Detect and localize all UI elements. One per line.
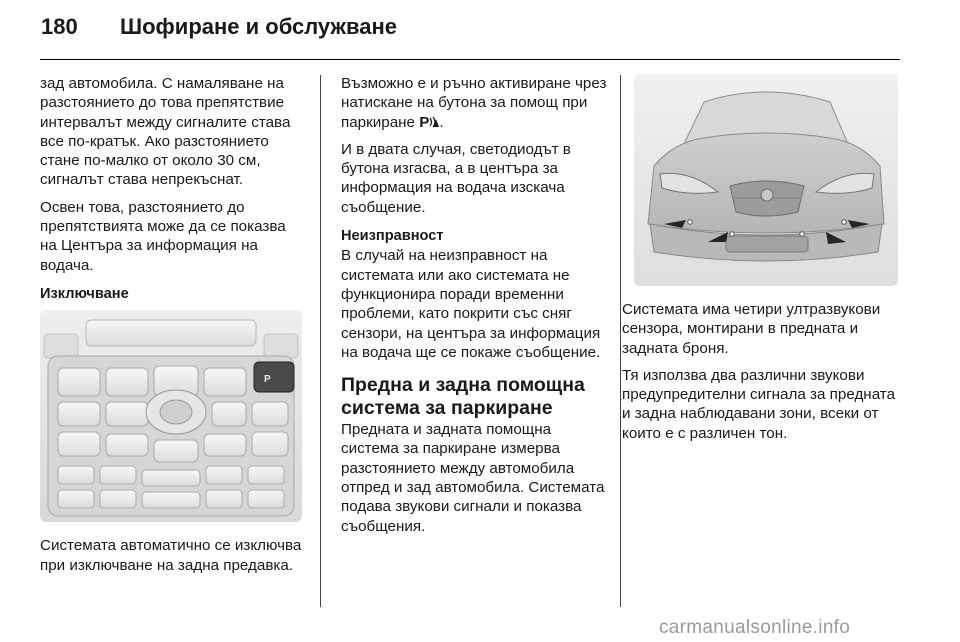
column-divider [620, 75, 621, 607]
paragraph: Предната и задната помощна система за паркиране измерва разстоянието между автомобила отпред и зад автомобила. Системата подава звукови сигнали и показва съобщения. [341, 421, 605, 535]
column-middle [341, 74, 611, 544]
paragraph: Тя използва два различни звукови предупредителни сигнала за предната и задна наблюдавани зони, всеки от които е с различен тон. [622, 366, 896, 442]
paragraph-text: Възможно е и ръчно активиране чрез натискане на бутона за помощ при паркиране [341, 75, 607, 131]
car-front-illustration [634, 74, 898, 286]
sensor-waves-icon [429, 116, 439, 128]
paragraph: В случай на неизправност на системата или ако системата не функционира поради временни проблеми, като покрити със сняг сензори, на центъра за информация на водача ще се покаже съобщение. [341, 247, 601, 361]
page-number: 180 [41, 14, 78, 39]
header-rule [40, 59, 900, 60]
column-left [40, 74, 305, 583]
paragraph [341, 74, 611, 132]
car-front-figure [634, 74, 898, 286]
parking-assist-icon: P [419, 113, 430, 131]
paragraph: Системата автоматично се изключва при изключване на задна предавка. [40, 537, 302, 574]
paragraph: Системата има четири ултразвукови сензора, монтирани в предната и задната броня. [622, 301, 881, 357]
watermark: carmanualsonline.info [659, 617, 851, 638]
paragraph: Освен това, разстоянието до препятствията може да се показва на Центъра за информация на водача. [40, 198, 286, 274]
column-divider [320, 75, 321, 607]
parking-button-label: P [264, 374, 271, 386]
subheading-malfunction: Неизправност [341, 228, 444, 245]
subheading-switch-off: Изключване [40, 285, 129, 302]
column-right [622, 74, 904, 451]
paragraph: зад автомобила. С намаляване на разстоянието до това препятствие интервалът между сигналите става все по-кратък. Ако разстоянието стане по-малко от около 30 см, сигналът става непрекъснат. [40, 75, 291, 189]
section-heading: Предна и задна помощна система за паркиране [341, 374, 585, 420]
page-header [0, 0, 960, 60]
control-panel-illustration [40, 310, 302, 522]
paragraph: И в двата случая, светодиодът в бутона изгасва, а в центъра за информация на водача изскача съобщение. [341, 140, 571, 216]
page-title: Шофиране и обслужване [120, 14, 398, 39]
paragraph-end: . [439, 113, 444, 131]
control-panel-figure [40, 310, 302, 522]
